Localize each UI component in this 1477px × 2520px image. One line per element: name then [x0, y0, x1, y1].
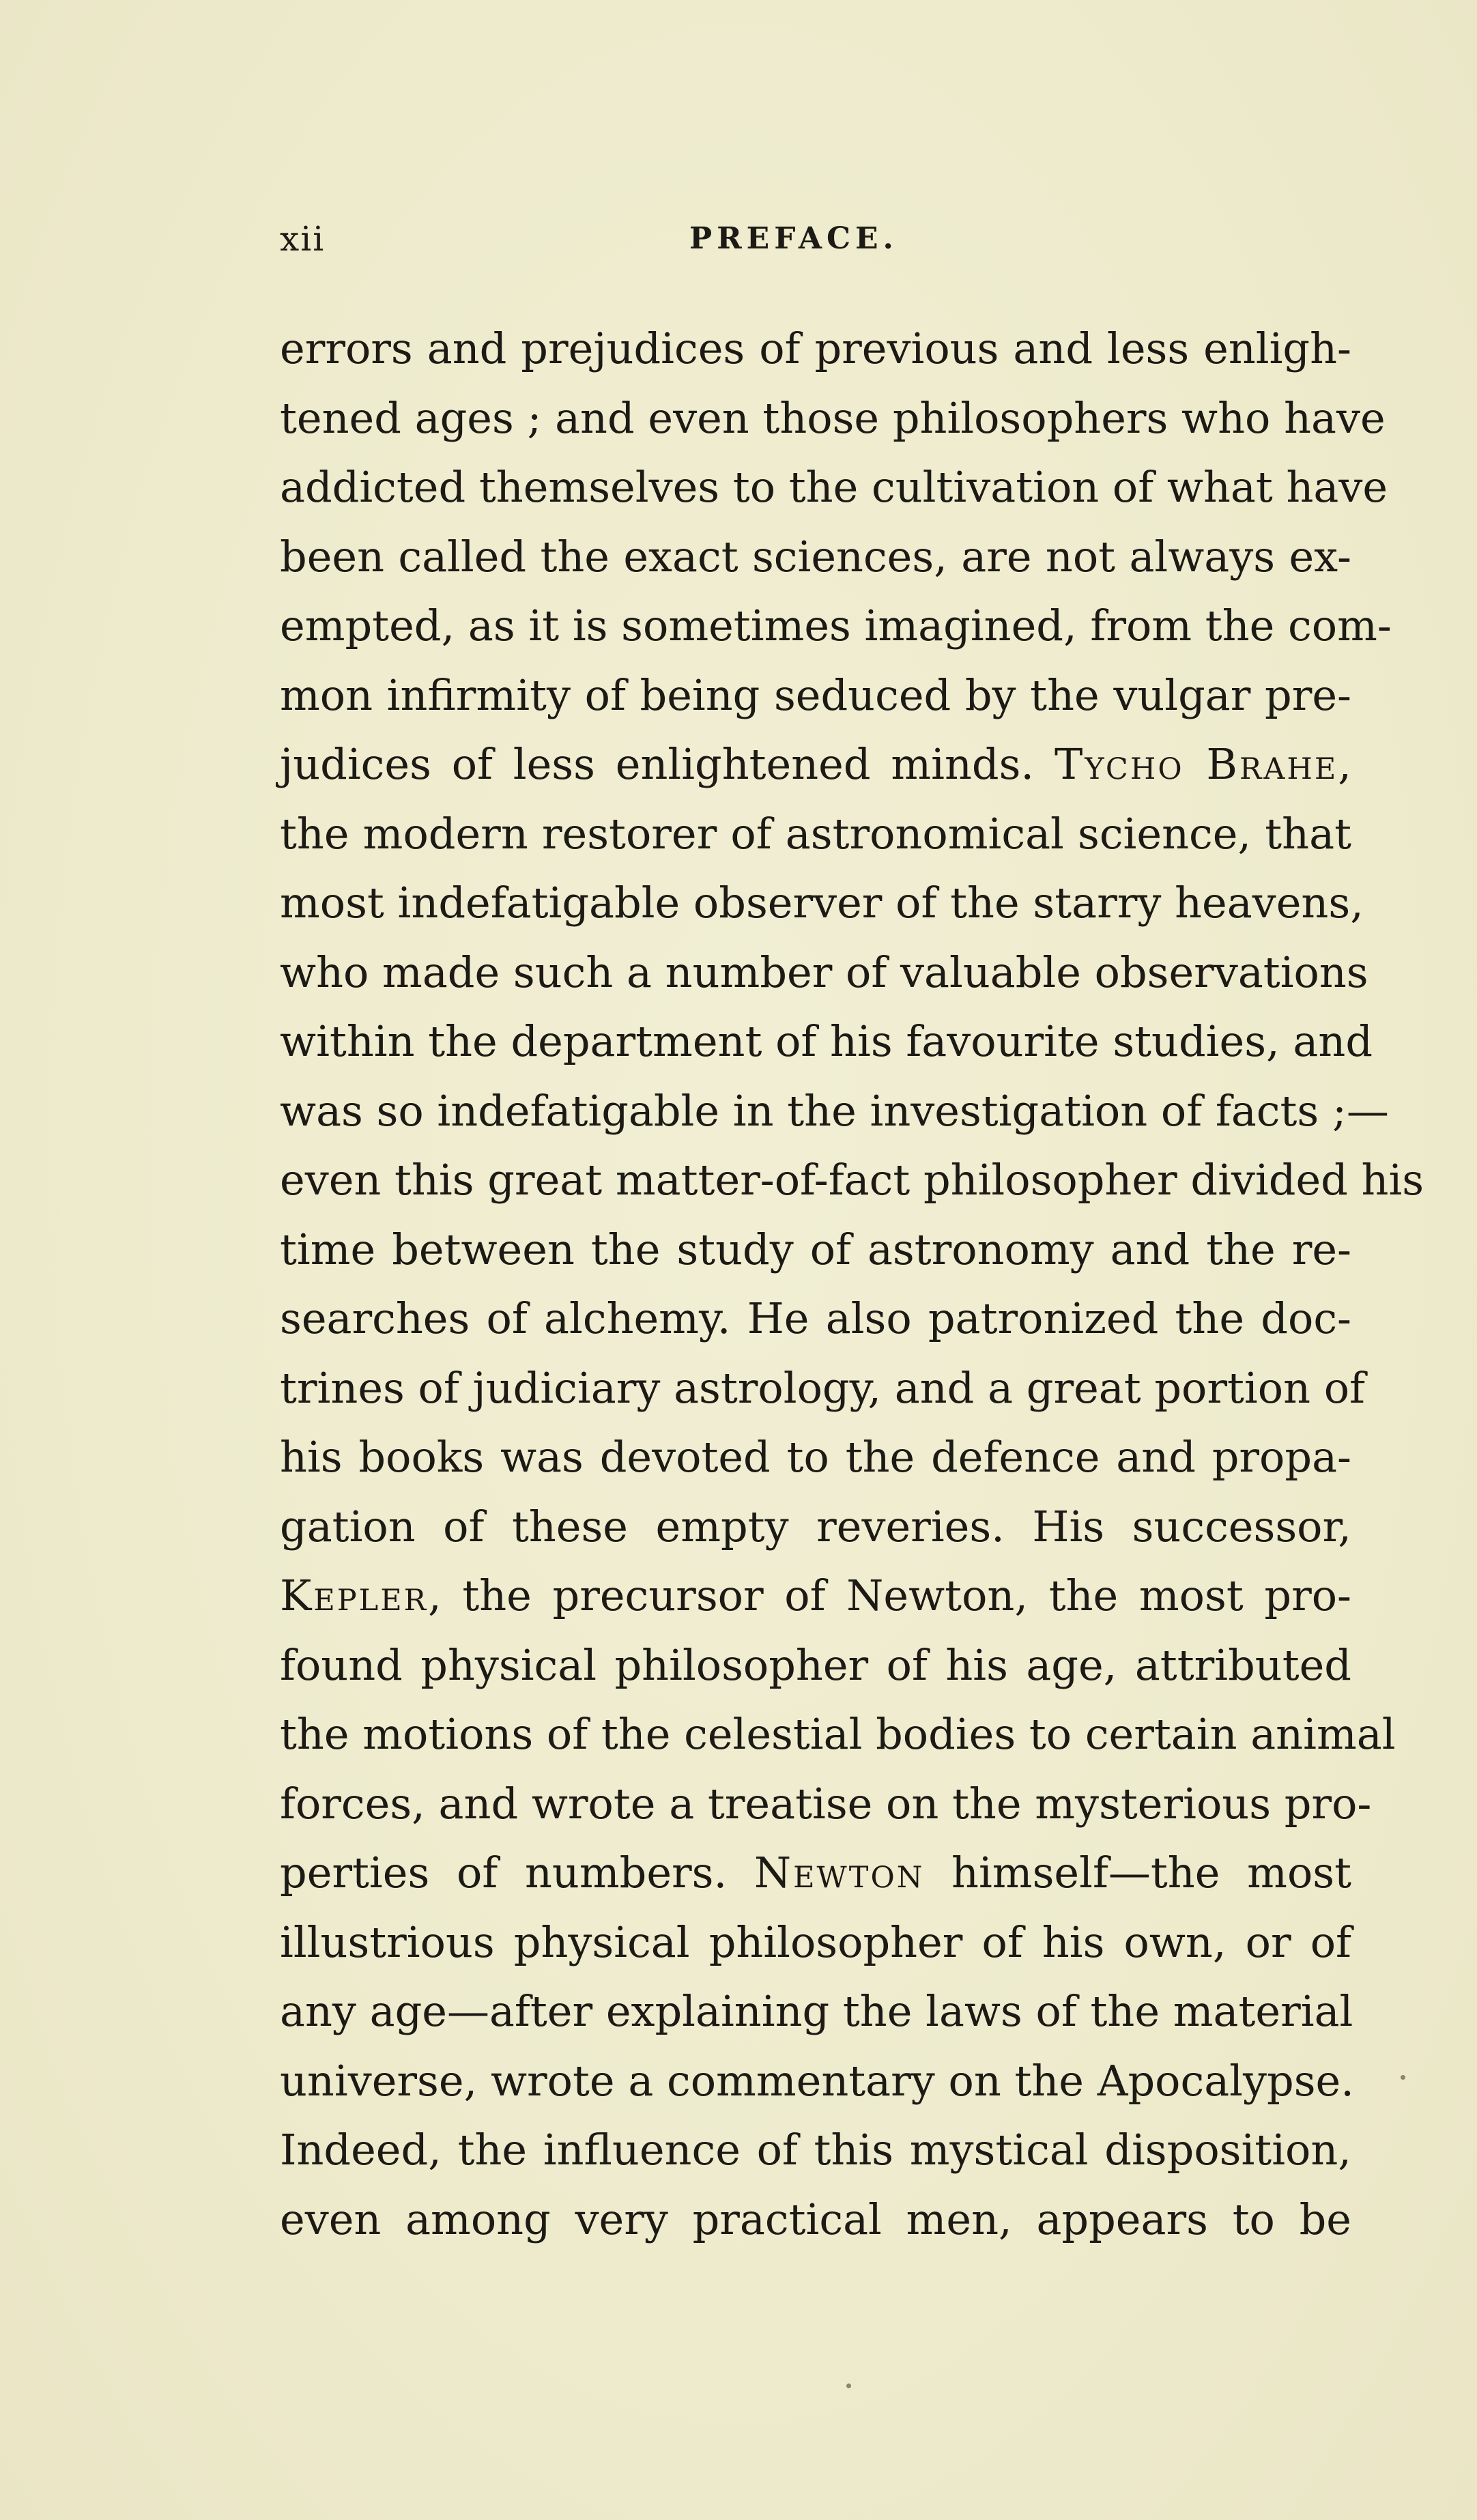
text-run: time between the study of astronomy and the re-	[280, 1224, 1351, 1274]
text-line	[280, 1215, 1351, 1285]
running-head: PREFACE.	[689, 221, 898, 256]
text-line	[280, 1977, 1351, 2046]
text-line	[280, 1284, 1351, 1354]
text-run: any age—after explaining the laws of the material	[280, 1986, 1353, 2036]
text-run: trines of judiciary astrology, and a great portion of	[280, 1362, 1365, 1413]
text-line	[280, 384, 1386, 453]
text-line	[280, 1838, 1351, 1908]
text-line	[280, 522, 1351, 592]
text-run: , the precursor of Newton, the most pro-	[427, 1571, 1351, 1620]
text-line	[280, 2115, 1351, 2185]
text-run: mon infirmity of being seduced by the vulgar pre-	[280, 670, 1351, 720]
text-run: tened ages ; and even those philosophers who have	[280, 392, 1386, 443]
page-header	[280, 212, 1351, 266]
text-run: was so indefatigable in the investigation of facts ;—	[280, 1085, 1389, 1136]
text-run: even among very practical men, appears to be	[280, 2194, 1351, 2244]
text-line	[280, 730, 1351, 799]
page-number: xii	[280, 219, 326, 259]
text-run: himself—the most	[924, 1848, 1351, 1898]
text-line	[280, 314, 1351, 384]
text-run: found physical philosopher of his age, attributed	[280, 1640, 1351, 1690]
text-run: the modern restorer of astronomical science, that	[280, 808, 1351, 859]
text-line	[280, 1145, 1424, 1215]
text-run: forces, and wrote a treatise on the mysterious pro-	[280, 1778, 1372, 1829]
name-small-caps: Kepler	[280, 1571, 428, 1620]
text-run: empted, as it is sometimes imagined, from the com-	[280, 601, 1392, 650]
text-line	[280, 938, 1368, 1007]
speck-mark	[1401, 2075, 1405, 2080]
text-run: searches of alchemy. He also patronized the doc-	[280, 1293, 1351, 1343]
text-line	[280, 1700, 1396, 1769]
text-line	[280, 1076, 1389, 1146]
text-line	[280, 1769, 1372, 1839]
name-small-caps: Newton	[754, 1848, 925, 1898]
speck-mark	[846, 2383, 851, 2388]
text-run: been called the exact sciences, are not always ex-	[280, 531, 1351, 582]
text-line	[280, 1007, 1373, 1076]
text-line	[280, 591, 1392, 661]
text-run: addicted themselves to the cultivation of what have	[280, 462, 1388, 512]
text-line	[280, 661, 1351, 730]
text-line	[280, 2046, 1354, 2116]
text-line	[280, 2185, 1351, 2254]
text-run: even this great matter-of-fact philosopher divided his	[280, 1155, 1424, 1205]
text-run: his books was devoted to the defence and propa-	[280, 1432, 1351, 1482]
text-line	[280, 868, 1364, 938]
body-text	[280, 314, 1424, 2254]
text-run: judices of less enlightened minds.	[280, 739, 1055, 789]
text-line	[280, 1908, 1351, 1977]
text-run: perties of numbers.	[280, 1848, 754, 1898]
text-run: illustrious physical philosopher of his own, or of	[280, 1917, 1351, 1967]
text-run: Indeed, the influence of this mystical disposition,	[280, 2125, 1351, 2175]
text-run: ,	[1338, 739, 1351, 789]
text-line	[280, 1492, 1351, 1562]
text-run: who made such a number of valuable observations	[280, 947, 1368, 997]
name-small-caps: Tycho Brahe	[1054, 739, 1338, 789]
text-run: universe, wrote a commentary on the Apocalypse.	[280, 2055, 1354, 2106]
text-line	[280, 1354, 1365, 1423]
text-run: the motions of the celestial bodies to certain animal	[280, 1709, 1396, 1759]
text-run: within the department of his favourite studies, and	[280, 1016, 1373, 1066]
text-line	[280, 799, 1351, 869]
text-run: errors and prejudices of previous and less enligh-	[280, 324, 1351, 373]
text-run: gation of these empty reveries. His successor,	[280, 1501, 1351, 1551]
text-line	[280, 453, 1388, 522]
text-line	[280, 1561, 1351, 1631]
text-run: most indefatigable observer of the starry heavens,	[280, 878, 1364, 928]
text-line	[280, 1631, 1351, 1700]
text-line	[280, 1422, 1351, 1492]
